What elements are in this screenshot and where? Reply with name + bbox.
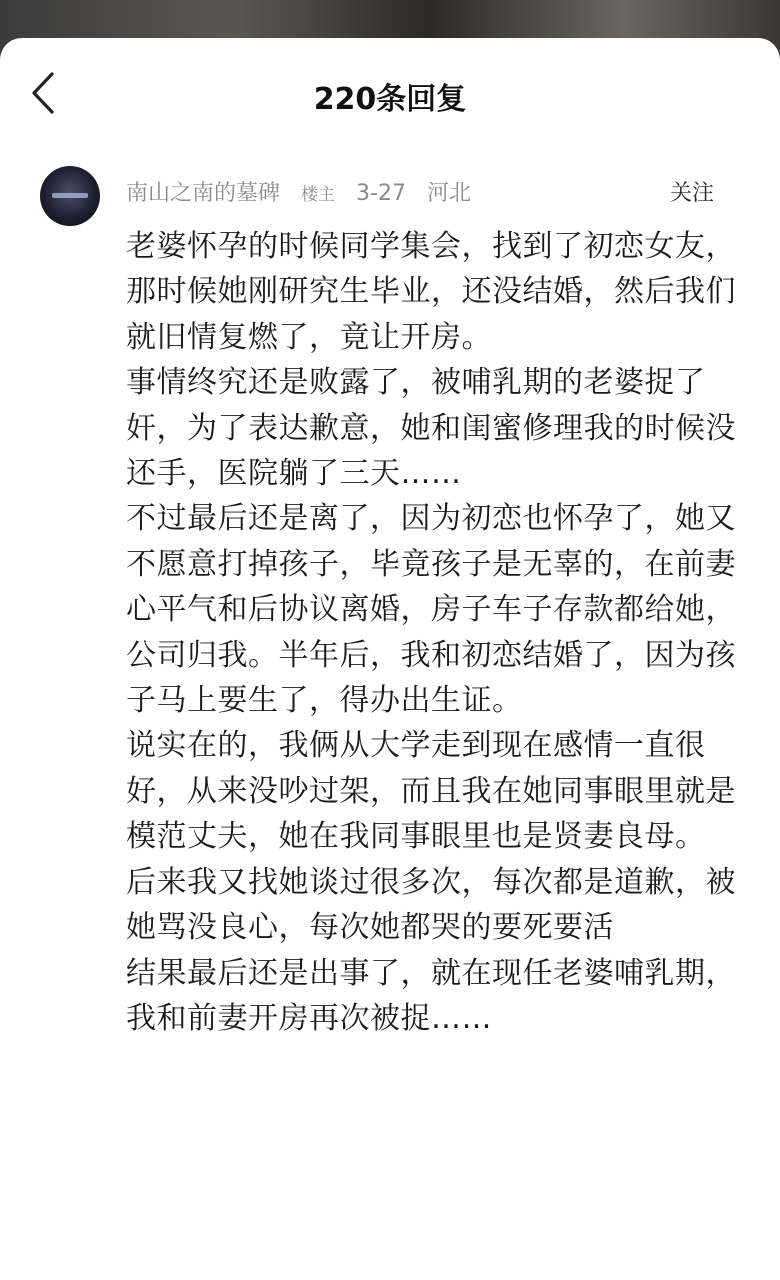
post-date: 3-27 <box>356 181 406 206</box>
sheet-header <box>0 38 780 156</box>
post-paragraph: 结果最后还是出事了，就在现任老婆哺乳期，我和前妻开房再次被捉…… <box>126 955 736 1036</box>
page-title: 220条回复 <box>313 82 467 117</box>
replies-sheet <box>0 38 780 1280</box>
avatar[interactable] <box>40 166 100 226</box>
post-meta <box>40 164 740 226</box>
meta-line <box>126 176 485 207</box>
post-paragraph: 事情终究还是败露了，被哺乳期的老婆捉了奸，为了表达歉意，她和闺蜜修理我的时候没还手，医院躺了三天…… <box>126 365 736 492</box>
post-paragraph: 说实在的，我俩从大学走到现在感情一直很好，从来没吵过架，而且我在她同事眼里就是模范丈夫，她在我同事眼里也是贤妻良母。 <box>126 728 736 855</box>
post-body <box>126 224 740 1041</box>
post-location: 河北 <box>426 181 471 206</box>
author-name[interactable]: 南山之南的墓碑 <box>126 181 281 206</box>
post-paragraph: 后来我又找她谈过很多次，每次都是道歉，被她骂没良心，每次她都哭的要死要活 <box>126 864 736 946</box>
op-badge: 楼主 <box>301 185 336 205</box>
follow-button[interactable]: 关注 <box>669 181 714 206</box>
post-paragraph: 老婆怀孕的时候同学集会，找到了初恋女友，那时候她刚研究生毕业，还没结婚，然后我们就旧情复燃了，竟让开房。 <box>126 229 736 355</box>
post-paragraph: 不过最后还是离了，因为初恋也怀孕了，她又不愿意打掉孩子，毕竟孩子是无辜的，在前妻心平气和后协议离婚，房子车子存款都给她，公司归我。半年后，我和初恋结婚了，因为孩子马上要生了，得办出生证。 <box>126 501 736 719</box>
